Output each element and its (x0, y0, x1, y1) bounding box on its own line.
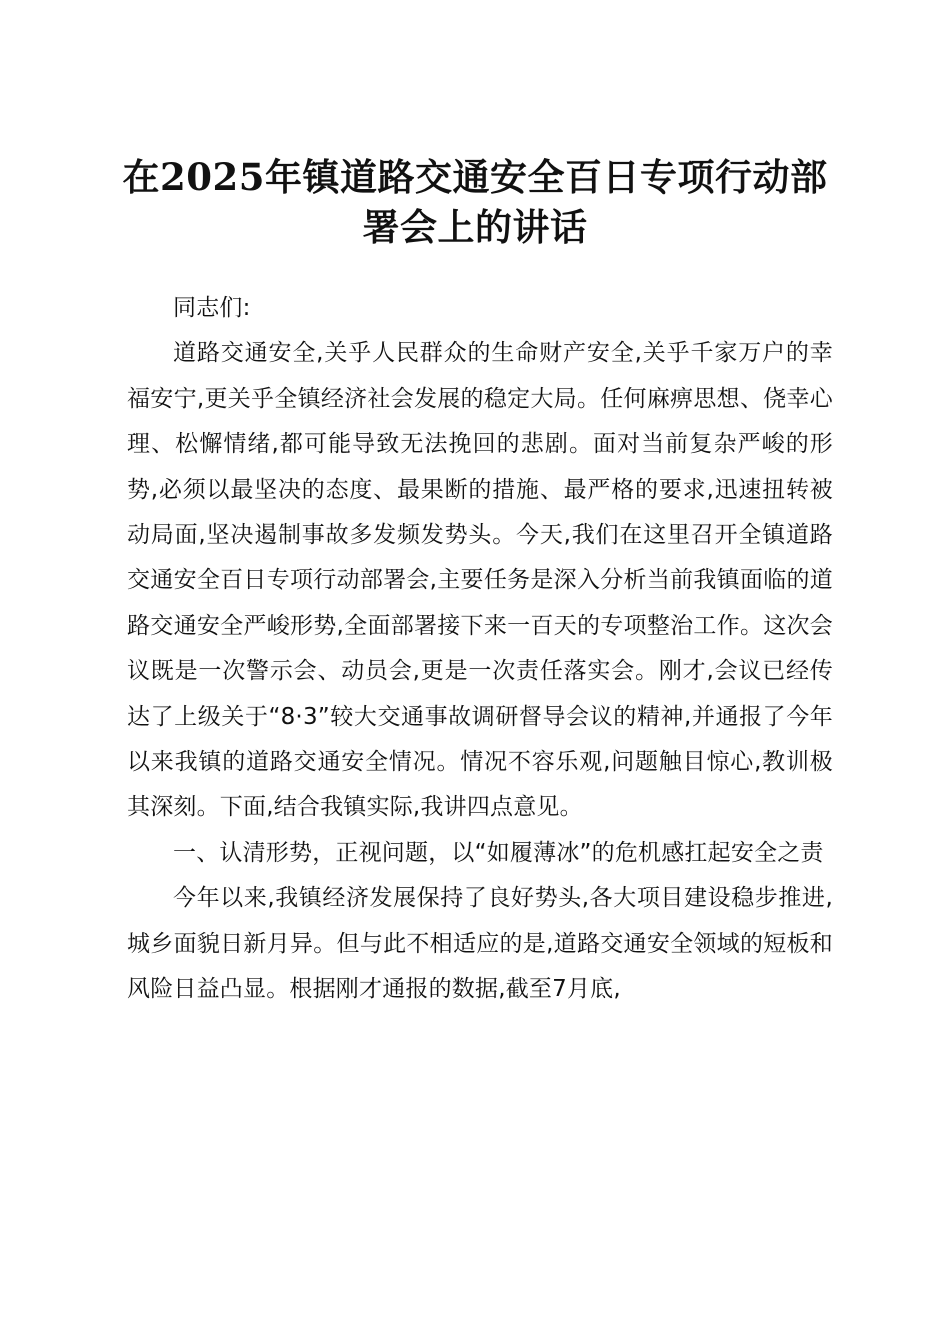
document-body (127, 286, 833, 1013)
salutation: 同志们: (173, 295, 251, 321)
document-title: 在2025年镇道路交通安全百日专项行动部署会上的讲话 (122, 155, 828, 249)
body-paragraph: 道路交通安全,关乎人民群众的生命财产安全,关乎千家万户的幸福安宁,更关乎全镇经济社会发展的稳定大局。任何麻痹思想、侥幸心理、松懈情绪,都可能导致无法挽回的悲剧。面对当前复杂严峻的形势,必须以最坚决的态度、最果断的措施、最严格的要求,迅速扭转被动局面,坚决遏制事故多发频发势头。今天,我们在这里召开全镇道路交通安全百日专项行动部署会,主要任务是深入分析当前我镇面临的道路交通安全严峻形势,全面部署接下来一百天的专项整治工作。这次会议既是一次警示会、动员会,更是一次责任落实会。刚才,会议已经传达了上级关于“8·3”较大交通事故调研督导会议的精神,并通报了今年以来我镇的道路交通安全情况。情况不容乐观,问题触目惊心,教训极其深刻。下面,结合我镇实际,我讲四点意见。 (127, 340, 833, 821)
body-paragraph: 今年以来,我镇经济发展保持了良好势头,各大项目建设稳步推进,城乡面貌日新月异。但与此不相适应的是,道路交通安全领域的短板和风险日益凸显。根据刚才通报的数据,截至7月底, (127, 885, 833, 1003)
section-heading: 一、认清形势，正视问题，以“如履薄冰”的危机感扛起安全之责 (173, 839, 824, 866)
